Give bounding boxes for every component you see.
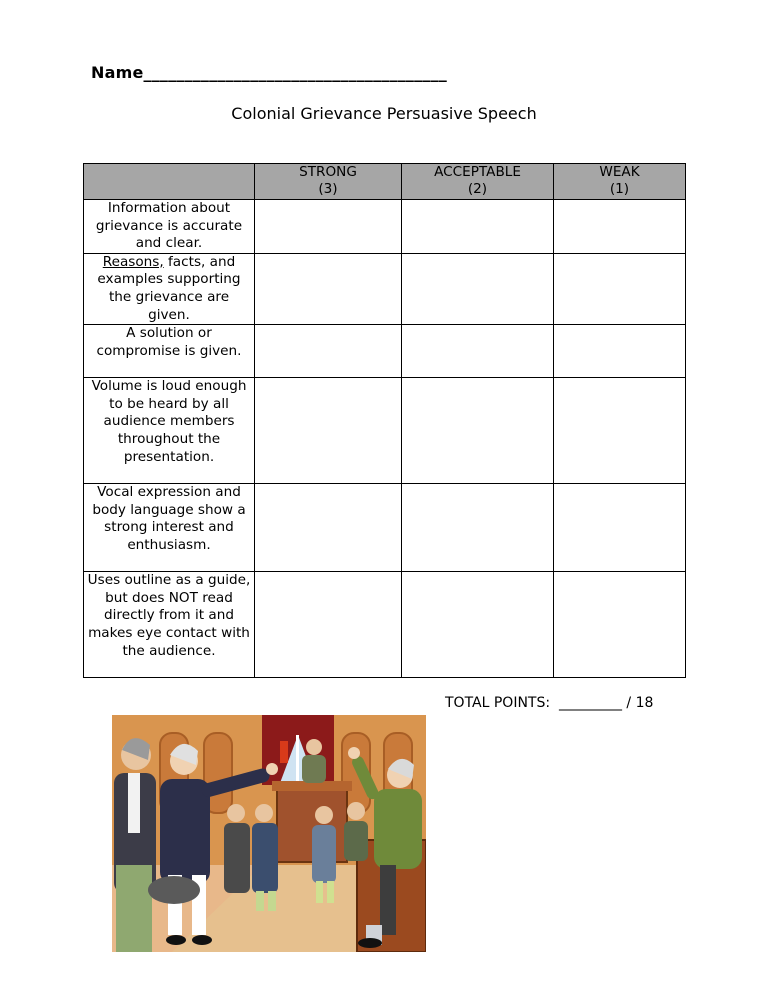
header-weak-score: (1) — [609, 181, 630, 197]
table-row — [84, 200, 686, 254]
table-row — [84, 378, 686, 484]
name-field-label: Name_____________________________________ — [91, 63, 447, 82]
score-cell-strong[interactable] — [255, 200, 402, 254]
header-acceptable-score: (2) — [467, 181, 488, 197]
score-cell-strong[interactable] — [255, 378, 402, 484]
criterion-cell — [84, 572, 255, 678]
header-strong-score: (3) — [318, 181, 338, 197]
score-cell-acceptable[interactable] — [402, 484, 554, 572]
score-cell-weak[interactable] — [554, 572, 686, 678]
criterion-text: A solution or compromise is given. — [96, 325, 242, 359]
score-cell-weak[interactable] — [554, 378, 686, 484]
score-cell-acceptable[interactable] — [402, 253, 554, 324]
criterion-cell — [84, 484, 255, 572]
table-row — [84, 325, 686, 378]
header-cell-acceptable — [402, 164, 554, 200]
header-acceptable-label: ACCEPTABLE — [434, 164, 521, 180]
score-cell-weak[interactable] — [554, 200, 686, 254]
header-strong-label: STRONG — [299, 164, 357, 180]
score-cell-strong[interactable] — [255, 484, 402, 572]
score-cell-strong[interactable] — [255, 253, 402, 324]
score-cell-strong[interactable] — [255, 572, 402, 678]
header-cell-criteria — [84, 164, 255, 200]
table-row — [84, 253, 686, 324]
score-cell-weak[interactable] — [554, 325, 686, 378]
header-weak-label: WEAK — [599, 164, 640, 180]
header-cell-strong — [255, 164, 402, 200]
rubric-header-row — [84, 164, 686, 200]
score-cell-acceptable[interactable] — [402, 572, 554, 678]
colonial-assembly-illustration — [112, 715, 426, 952]
criterion-text: Information about grievance is accurate and clear. — [95, 200, 243, 252]
document-title: Colonial Grievance Persuasive Speech — [231, 104, 537, 123]
score-cell-weak[interactable] — [554, 484, 686, 572]
score-cell-strong[interactable] — [255, 325, 402, 378]
total-points-line: TOTAL POINTS: _________ / 18 — [445, 695, 654, 711]
rubric-table — [83, 163, 686, 678]
score-cell-weak[interactable] — [554, 253, 686, 324]
criterion-text: Volume is loud enough to be heard by all audience members throughout the presentation. — [91, 378, 247, 465]
criterion-lead-text: Reasons, — [102, 253, 164, 270]
criterion-text: Uses outline as a guide, but does NOT read directly from it and makes eye contact with the audience. — [87, 572, 251, 659]
criterion-text: Vocal expression and body language show a strong interest and enthusiasm. — [92, 484, 246, 553]
criterion-text: facts, and examples supporting the grievance are given. — [97, 253, 241, 323]
criterion-cell — [84, 200, 255, 254]
criterion-cell — [84, 378, 255, 484]
score-cell-acceptable[interactable] — [402, 200, 554, 254]
score-cell-acceptable[interactable] — [402, 378, 554, 484]
score-cell-acceptable[interactable] — [402, 325, 554, 378]
criterion-cell — [84, 253, 255, 324]
table-row — [84, 484, 686, 572]
header-cell-weak — [554, 164, 686, 200]
criterion-cell — [84, 325, 255, 378]
table-row — [84, 572, 686, 678]
